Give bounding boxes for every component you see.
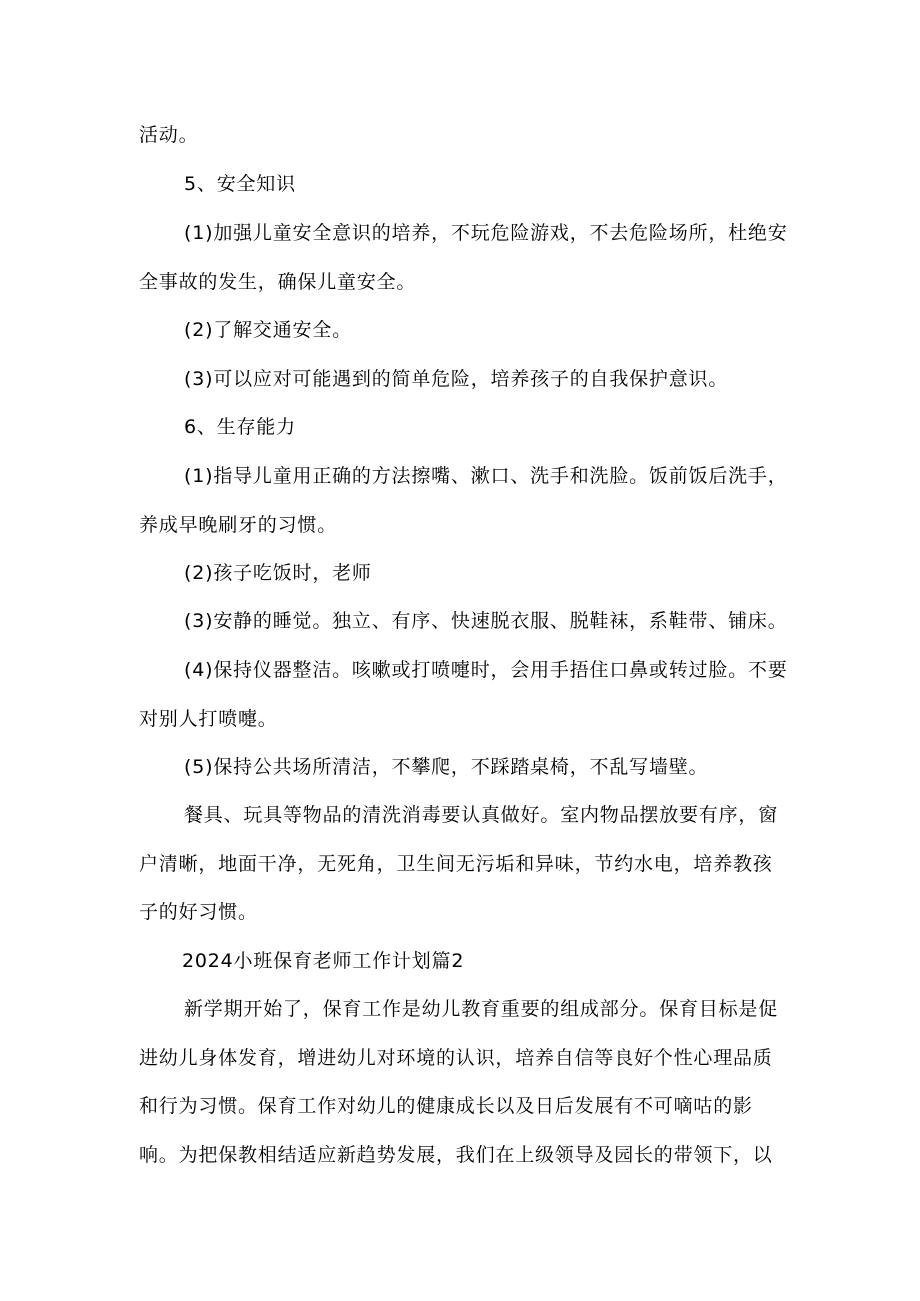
paragraph-line: (2)孩子吃饭时，老师 bbox=[184, 562, 372, 584]
section-title: 2024小班保育老师工作计划篇2 bbox=[182, 950, 465, 972]
section-heading: 6、生存能力 bbox=[184, 416, 296, 438]
paragraph-line: (4)保持仪器整洁。咳嗽或打喷嚏时，会用手捂住口鼻或转过脸。不要 bbox=[184, 659, 788, 681]
paragraph-line: (3)可以应对可能遇到的简单危险，培养孩子的自我保护意识。 bbox=[184, 368, 729, 390]
paragraph-line: 进幼儿身体发育，增进幼儿对环境的认识，培养自信等良好个性心理品质 bbox=[139, 1047, 773, 1069]
paragraph-line: 户清晰，地面干净，无死角，卫生间无污垢和异味，节约水电，培养教孩 bbox=[139, 853, 773, 875]
paragraph-line: (5)保持公共场所清洁，不攀爬，不踩踏桌椅，不乱写墙壁。 bbox=[184, 756, 709, 778]
paragraph-line: (3)安静的睡觉。独立、有序、快速脱衣服、脱鞋袜，系鞋带、铺床。 bbox=[184, 610, 788, 632]
paragraph-line: 养成早晚刷牙的习惯。 bbox=[139, 514, 338, 536]
paragraph-line: (1)加强儿童安全意识的培养，不玩危险游戏，不去危险场所，杜绝安 bbox=[184, 222, 788, 244]
paragraph-line: (1)指导儿童用正确的方法擦嘴、漱口、洗手和洗脸。饭前饭后洗手， bbox=[184, 465, 788, 487]
paragraph-line: 新学期开始了，保育工作是幼儿教育重要的组成部分。保育目标是促 bbox=[184, 998, 779, 1020]
paragraph-line: (2)了解交通安全。 bbox=[184, 319, 352, 341]
paragraph-line: 子的好习惯。 bbox=[139, 901, 258, 923]
section-heading: 5、安全知识 bbox=[184, 173, 296, 195]
paragraph-line: 餐具、玩具等物品的清洗消毒要认真做好。室内物品摆放要有序，窗 bbox=[184, 804, 779, 826]
paragraph-line: 和行为习惯。保育工作对幼儿的健康成长以及日后发展有不可嘀咕的影 bbox=[139, 1095, 753, 1117]
paragraph-line: 对别人打喷嚏。 bbox=[139, 708, 278, 730]
paragraph-line: 活动。 bbox=[139, 124, 199, 146]
paragraph-line: 全事故的发生，确保儿童安全。 bbox=[139, 271, 417, 293]
paragraph-line: 响。为把保教相结适应新趋势发展，我们在上级领导及园长的带领下，以 bbox=[139, 1144, 773, 1166]
